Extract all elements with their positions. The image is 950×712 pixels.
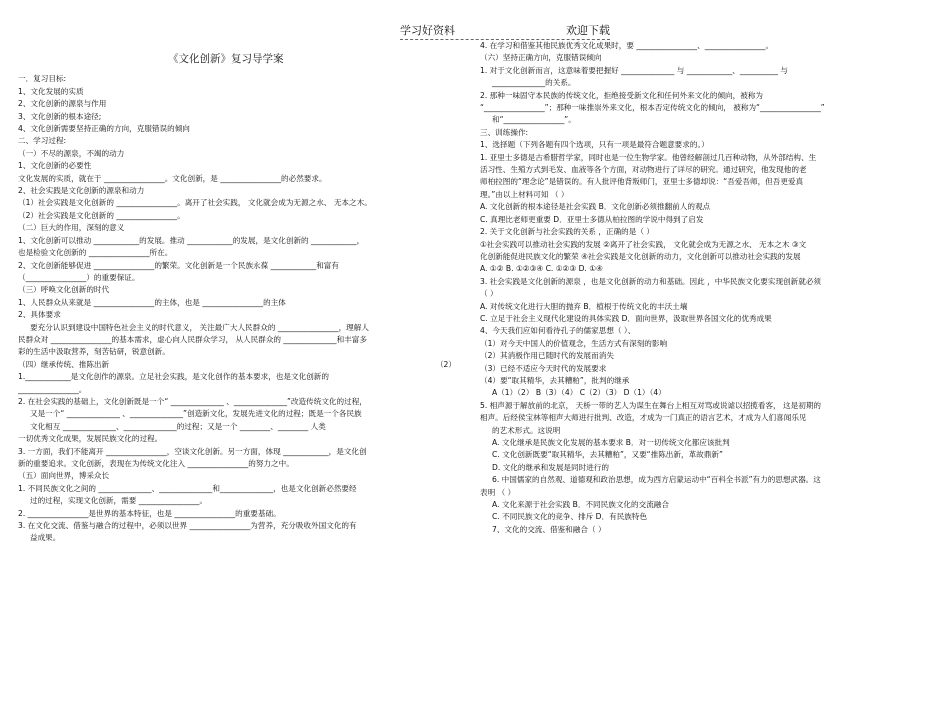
text-line: ________________。 [18, 384, 87, 394]
text-line: D. 文化的继承和发展是同时进行的 [492, 462, 609, 472]
text-line: 4、文化创新需要坚持正确的方向，克服错误的倾向 [18, 124, 190, 134]
text-line: A（1）（2） B（3）（4） C（2）（3） D（1）（4） [492, 388, 666, 398]
text-line: 1、文化创新的必要性 [18, 161, 92, 171]
text-line: 理。”由以上材料可知 （ ） [480, 189, 569, 199]
text-line: 也是检验文化创新的 ________________所在。 [18, 248, 173, 258]
text-line: （三）呼唤文化创新的时代 [18, 285, 110, 295]
text-line: 的艺术形式。这说明 [492, 425, 561, 435]
text-line: 文化发展的实质，就在于 ________________。文化创新，是 ________________的必然要求。 [18, 173, 327, 183]
text-line: 2、文化创新能够促进 ________________的繁荣。文化创新是一个民族永葆 ____________和富有 [18, 260, 339, 270]
text-line: 文化相互 ______________、______________的过程；又是一个 ________、________ 人类 [30, 421, 326, 431]
text-line: 和“________________”。 [492, 115, 576, 125]
text-line: （五）面向世界，博采众长 [18, 471, 110, 481]
text-line: A. 文化来源于社会实践 B．不同民族文化的交流融合 [492, 500, 669, 510]
text-line: （ ） [480, 289, 498, 299]
text-line: 又是一个“ ______________ 、______________”创造新文化，发展先进文化的过程；既是一个各民族 [30, 409, 362, 419]
text-line: （4）要“取其精华，去其糟粕”，批判的继承 [480, 375, 630, 385]
text-line: （3）已经不适应今天时代的发展要求 [480, 363, 607, 373]
text-line: ______________的关系。 [492, 78, 576, 88]
text-line: 师柏拉图的“理念论”是错误的。有人批评他背叛师门，亚里士多德却说：“吾爱吾师，但吾更爱真 [480, 177, 804, 187]
text-line: 表明 （ ） [480, 487, 516, 497]
text-line: 1.____________是文化创作的源泉。立足社会实践，是文化创作的基本要求，也是文化创新的 [18, 372, 329, 382]
text-line: A. 文化继承是民族文化发展的基本要求 B．对一切传统文化都应该批判 [492, 438, 730, 447]
text-line: 2. 关于文化创新与社会实践的关系 ，正确的是（ ） [480, 227, 654, 237]
text-line: C. 不同民族文化的竞争、排斥 D．有民族特色 [492, 512, 648, 522]
text-line: （2）其消极作用已随时代的发展而消失 [480, 351, 614, 361]
text-line: （六）坚持正确方向，克服错误倾向 [480, 53, 602, 63]
text-line: 1、文化发展的实质 [18, 86, 84, 96]
text-line: 2、具体要求 [18, 310, 61, 320]
left-column [18, 0, 456, 672]
document-title: 《文化创新》复习导学案 [168, 53, 284, 65]
text-line: 1、文化创新可以推动 ____________的发展。推动 ____________的发展，是文化创新的 ____________， [18, 235, 365, 245]
right-column [480, 40, 930, 712]
text-line: 一．复习目标: [18, 74, 67, 84]
text-line: 益成果。 [30, 533, 61, 543]
text-line: 三、训练操作: [480, 127, 529, 137]
left-body [18, 73, 456, 544]
text-line: 化创新能促进民族文化的繁荣 ④社会实践是文化创新的动力，文化创新可以推动社会实践的发展 [480, 251, 801, 261]
text-line: 1. 对于文化创新而言，这意味着要把握好 ______________ 与 ____________、__________ 与 [480, 65, 788, 75]
text-line: 4、今天我们应如何看待孔子的儒家思想（ ）、 [480, 326, 636, 336]
text-line: （2）社会实践是文化创新的 ________________。 [18, 210, 185, 220]
text-line: C. 真理比老师更重要 D．亚里士多德从柏拉图的学说中得到了启发 [480, 214, 704, 224]
text-line: 2、文化创新的源泉与作用 [18, 99, 107, 109]
text-line: C. 立足于社会主义现代化建设的具体实践 D．面向世界，汲取世界各国文化的优秀成果 [480, 313, 772, 323]
text-line: （1）对今天中国人的价值观念，生活方式有深刻的影响 [480, 338, 668, 348]
text-line: 3、文化创新的根本途径; [18, 111, 102, 121]
text-line: 要充分认识到建设中国特色社会主义的时代意义， 关注最广大人民群众的 ________________，理解人 [30, 322, 369, 332]
text-line: 1. 不同民族文化之间的 ______________、______________和______________，也是文化创新必然要经 [18, 483, 357, 493]
text-line: 彩的生活中汲取营养，刻苦钻研，锐意创新。 [18, 347, 170, 357]
text-line: （1）社会实践是文化创新的 ________________。离开了社会实践， 文化就会成为无源之水、 无本之木。 [18, 198, 372, 208]
right-body [480, 40, 930, 536]
text-line: 民群众对 ________________的基本需求，虚心向人民群众学习， 从人民群众的 ______________和丰富多 [18, 334, 367, 344]
text-line: 2. 那种一味固守本民族的传统文化，拒绝接受新文化和任何外来文化的倾向，被称为 [480, 90, 764, 100]
section-number: （2） [435, 359, 456, 369]
text-line: 7、文化的交流、借鉴和融合（ ） [492, 524, 606, 534]
text-line: A. 对传统文化进行大胆的抛弃 B．植根于传统文化的丰沃土壤 [480, 301, 688, 311]
text-line: 2. ________________是世界的基本特征，也是 ________________的重要基础。 [18, 508, 281, 518]
text-line: “________________”；那种一味推崇外来文化，根本否定传统文化的倾向， 被称为“________________” [480, 103, 825, 113]
text-line: A. ①② B. ①②③④ C. ①②③ D. ①④ [480, 264, 603, 274]
header-right: 欢迎下载 [566, 24, 610, 37]
text-line: 1、人民群众从来就是 ________________的主体，也是 ________________的主体 [18, 297, 286, 307]
text-line: 新的重要追求。文化创新，表现在为传统文化注入 ________________的努力之中。 [18, 459, 294, 468]
text-line: 3. 在文化交流、借鉴与融合的过程中，必须以世界 ________________为营养，充分吸收外国文化的有 [18, 521, 357, 531]
text-line: 5. 相声源于解放前的北京， 天桥一带的艺人为谋生在舞台上相互对骂或说谑以招揽看客， 这是初期的 [480, 400, 822, 410]
text-line: A. 文化创新的根本途径是社会实践 B．文化创新必须推翻前人的观点 [480, 202, 711, 212]
text-line: （四）继承传统、推陈出新 （2） [18, 359, 456, 371]
text-line: ①社会实践可以推动社会实践的发展 ②离开了社会实践， 文化就会成为无源之水、 无本之木 ③文 [480, 239, 807, 249]
text-line: 2. 在社会实践的基础上，文化创新既是一个“ ______________ 、______________”改造传统文化的过程， [18, 396, 367, 406]
text-line: 3. 一方面，我们不能离开 ________________，空谈文化创新。另一方面，体现 ____________，是文化创 [18, 446, 367, 456]
text-line: （二）巨大的作用，深刻的意义 [18, 223, 125, 233]
text-line: C. 文化创新既要“取其精华，去其糟粕”，又要“推陈出新，革故鼎新” [492, 450, 723, 460]
text-line: 6. 中国儒家的自然观、道德观和政治思想，成为西方启蒙运动中“百科全书派”有力的思想武器。这 [492, 475, 821, 485]
text-line: 1. 亚里士多德是古希腊哲学家，同时也是一位生物学家。他曾经解剖过几百种动物，从外部结构、生 [480, 152, 817, 162]
text-line: 相声。后经侯宝林等相声大师进行批判、改造，才成为一门真正的语言艺术，才成为人们喜闻乐见 [480, 413, 807, 423]
header-left: 学习好资料 [400, 24, 455, 37]
text-line: 活习性、生殖方式到毛发、血液等各个方面，对动物进行了详尽的研究。通过研究，他发现他的老 [480, 165, 807, 175]
text-line: 过的过程，实现文化创新，需要 ________________。 [30, 496, 208, 506]
text-line: 2、社会实践是文化创新的源泉和动力 [18, 186, 145, 196]
text-line: （一）不尽的源泉，不竭的动力 [18, 148, 125, 158]
text-line: 一切优秀文化成果，发展民族文化的过程。 [18, 434, 163, 444]
text-line: 4. 在学习和借鉴其他民族优秀文化成果时，要 ________________、________________。 [480, 41, 774, 50]
text-line: 二、学习过程: [18, 136, 67, 146]
text-line: 1、选择题（下列各题有四个选项，只有一项是最符合题意要求的。） [480, 140, 709, 150]
text-line: 3. 社会实践是文化创新的源泉 ，也是文化创新的动力和基础。因此 ，中华民族文化要实现创新就必须 [480, 276, 822, 286]
text-line: （________________）的重要保证。 [18, 272, 140, 282]
